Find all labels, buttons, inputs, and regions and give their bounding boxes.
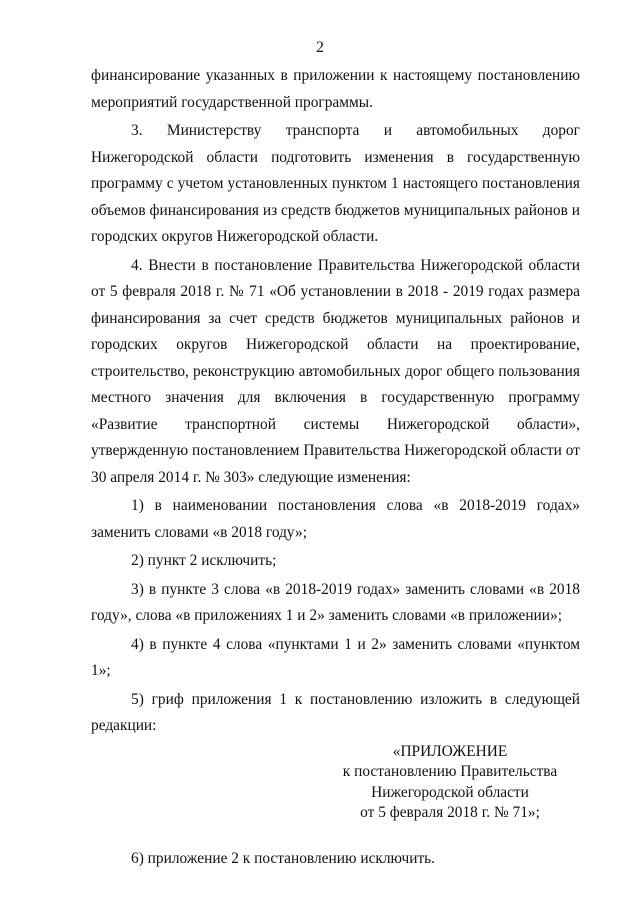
stamp-line-1: «ПРИЛОЖЕНИЕ (392, 742, 508, 760)
list-item-5: 5) гриф приложения 1 к постановлению изложить в следующей редакции: (91, 690, 580, 734)
appendix-stamp (91, 742, 580, 824)
list-item-1: 1) в наименовании постановления слова «в 2018-2019 годах» заменить словами «в 2018 году»; (91, 497, 580, 541)
page-number: 2 (316, 39, 324, 56)
list-item-6: 6) приложение 2 к постановлению исключить. (131, 849, 436, 867)
paragraph-3: 3. Министерству транспорта и автомобильных дорог Нижегородской области подготовить изменения в государственную программу с учетом установленных пунктом 1 настоящего постановления объемов финансирования из средств бюджетов муниципальных районов и городских округов Нижегородской области. (91, 122, 580, 245)
stamp-line-2: к постановлению Правительства (342, 763, 558, 780)
paragraph-4: 4. Внести в постановление Правительства Нижегородской области от 5 февраля 2018 г. № 71 «Об установлении в 2018 - 2019 годах размера финансирования за счет средств бюджетов муниципальных районов и городских округов Нижегородской области на проектирование, строительство, реконструкцию автомобильных дорог общего пользования местного значения для включения в государственную программу «Развитие транспортной системы Нижегородской области», утвержденную постановлением Правительства Нижегородской области от 30 апреля 2014 г. № 303» следующие изменения: (91, 256, 580, 486)
stamp-line-3: Нижегородской области (371, 783, 529, 801)
document-body (91, 63, 580, 872)
paragraph-continuation: финансирование указанных в приложении к настоящему постановлению мероприятий государственной программы. (91, 67, 580, 111)
list-item-2: 2) пункт 2 исключить; (131, 552, 277, 569)
list-item-3: 3) в пункте 3 слова «в 2018-2019 годах» заменить словами «в 2018 году», слова «в приложениях 1 и 2» заменить словами «в приложении»; (91, 580, 580, 624)
list-item-4: 4) в пункте 4 слова «пунктами 1 и 2» заменить словами «пунктом 1»; (91, 635, 580, 679)
stamp-line-4: от 5 февраля 2018 г. № 71»; (360, 804, 540, 821)
